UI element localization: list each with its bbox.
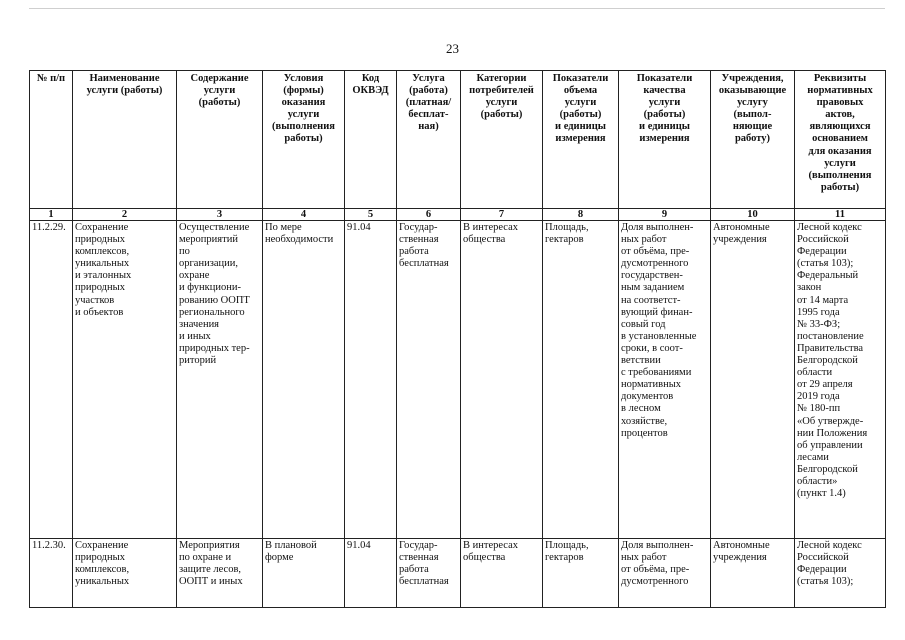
table-row xyxy=(30,539,886,608)
table-cell: 91.04 xyxy=(345,539,397,608)
table-cell: Площадь, гектаров xyxy=(543,221,619,539)
table-cell: 91.04 xyxy=(345,221,397,539)
page-number: 23 xyxy=(446,41,459,56)
header-cell: Код ОКВЭД xyxy=(345,71,397,209)
table-cell: Осуществление мероприятий по организации, охране и функциони- рованию ООПТ регионального значения и иных природных тер- риторий xyxy=(177,221,263,539)
column-number: 11 xyxy=(795,209,886,221)
header-row xyxy=(30,71,886,209)
column-number: 4 xyxy=(263,209,345,221)
table-cell: Сохранение природных комплексов, уникальных и эталонных природных участков и объектов xyxy=(73,221,177,539)
services-table xyxy=(29,70,886,608)
table-cell: Государ- ственная работа бесплатная xyxy=(397,221,461,539)
table-cell: Автономные учреждения xyxy=(711,221,795,539)
header-cell: Категории потребителей услуги (работы) xyxy=(461,71,543,209)
column-number: 1 xyxy=(30,209,73,221)
table-cell: По мере необходимости xyxy=(263,221,345,539)
header-cell: Содержание услуги (работы) xyxy=(177,71,263,209)
table-cell: 11.2.29. xyxy=(30,221,73,539)
table-cell: 11.2.30. xyxy=(30,539,73,608)
header-cell: Условия (формы) оказания услуги (выполнения работы) xyxy=(263,71,345,209)
header-cell: Реквизиты нормативных правовых актов, являющихся основанием для оказания услуги (выполнения работы) xyxy=(795,71,886,209)
column-number-row xyxy=(30,209,886,221)
column-number: 5 xyxy=(345,209,397,221)
table-row xyxy=(30,221,886,539)
page-top-rule xyxy=(29,8,885,9)
header-cell: Наименование услуги (работы) xyxy=(73,71,177,209)
column-number: 8 xyxy=(543,209,619,221)
table-cell: Доля выполнен- ных работ от объёма, пре- дусмотренного xyxy=(619,539,711,608)
header-cell: № п/п xyxy=(30,71,73,209)
table-cell: Доля выполнен- ных работ от объёма, пре- дусмотренного государствен- ным заданием на соответст- вующий финан- совый год в установленные сроки, в соот- ветствии с требованиями нормативных документов в лесном хозяйстве, процентов xyxy=(619,221,711,539)
column-number: 2 xyxy=(73,209,177,221)
table-cell: В интересах общества xyxy=(461,539,543,608)
table-cell: Государ- ственная работа бесплатная xyxy=(397,539,461,608)
column-number: 6 xyxy=(397,209,461,221)
header-cell: Услуга (работа) (платная/ бесплат- ная) xyxy=(397,71,461,209)
column-number: 9 xyxy=(619,209,711,221)
table-cell: Автономные учреждения xyxy=(711,539,795,608)
table-cell: Сохранение природных комплексов, уникальных xyxy=(73,539,177,608)
table-cell: В плановой форме xyxy=(263,539,345,608)
table-cell: Площадь, гектаров xyxy=(543,539,619,608)
column-number: 7 xyxy=(461,209,543,221)
header-cell: Показатели объема услуги (работы) и единицы измерения xyxy=(543,71,619,209)
table-cell: Лесной кодекс Российской Федерации (статья 103); xyxy=(795,539,886,608)
table-cell: Мероприятия по охране и защите лесов, ООПТ и иных xyxy=(177,539,263,608)
column-number: 3 xyxy=(177,209,263,221)
column-number: 10 xyxy=(711,209,795,221)
table-cell: В интересах общества xyxy=(461,221,543,539)
header-cell: Показатели качества услуги (работы) и единицы измерения xyxy=(619,71,711,209)
table-cell: Лесной кодекс Российской Федерации (статья 103); Федеральный закон от 14 марта 1995 года № 33-ФЗ; постановление Правительства Белгородской области от 29 апреля 2019 года № 180-пп «Об утвержде- нии Положения об управлении лесами Белгородской области» (пункт 1.4) xyxy=(795,221,886,539)
header-cell: Учреждения, оказывающие услугу (выпол- няющие работу) xyxy=(711,71,795,209)
